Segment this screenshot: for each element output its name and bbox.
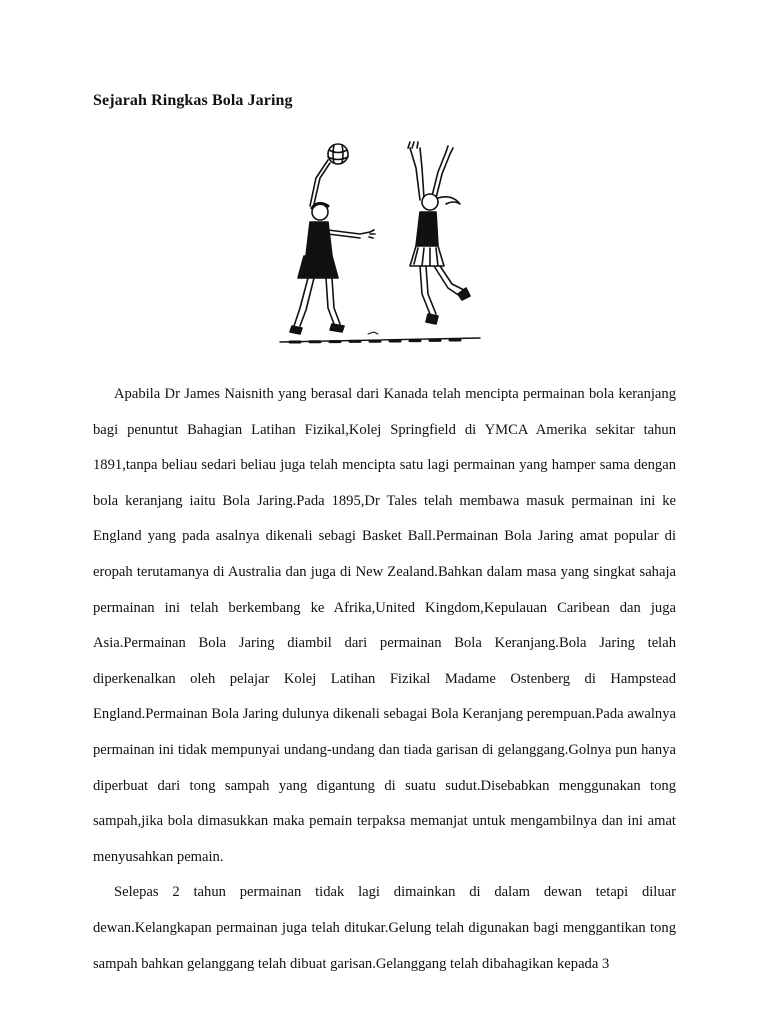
paragraph: Selepas 2 tahun permainan tidak lagi dimainkan di dalam dewan tetapi diluar dewan.Kelangkapan permainan juga telah ditukar.Gelung telah digunakan bagi menggantikan tong sampah bahkan gelanggang telah dibuat garisan.Gelanggang telah dibahagikan kepada 3: [93, 884, 676, 972]
right-player-figure: [408, 142, 470, 324]
netball-players-sketch-icon: [270, 138, 490, 353]
paragraph: Apabila Dr James Naisnith yang berasal dari Kanada telah mencipta permainan bola keranjang bagi penuntut Bahagian Latihan Fizikal,Kolej Springfield di YMCA Amerika sekitar tahun 1891,tanpa beliau sedari beliau juga telah mencipta satu lagi permainan yang hamper sama dengan bola keranjang iaitu Bola Jaring.Pada 1895,Dr Tales telah membawa masuk permainan ini ke England yang pada asalnya dikenali sebagi Basket Ball.Permainan Bola Jaring amat popular di eropah terutamanya di Australia dan juga di New Zealand.Bahkan dalam masa yang singkat sahaja permainan ini telah berkembang ke Afrika,United Kingdom,Kepulauan Caribean dan juga Asia.Permainan Bola Jaring diambil dari permainan Bola Keranjang.Bola Jaring telah diperkenalkan oleh pelajar Kolej Latihan Fizikal Madame Ostenberg di Hampstead England.Permainan Bola Jaring dulunya dikenali sebagai Bola Keranjang perempuan.Pada awalnya permainan ini tidak mempunyai undang-undang dan tiada garisan di gelanggang.Golnya pun hanya diperbuat dari tong sampah yang digantung di suatu sudut.Disebabkan menggunakan tong sampah,jika bola dimasukkan maka pemain terpaksa memanjat untuk mengambilnya dan ini amat menyusahkan pemain.: [93, 386, 676, 865]
court-line: [280, 332, 480, 342]
document-title: Sejarah Ringkas Bola Jaring: [93, 92, 293, 109]
left-player-figure: [290, 160, 375, 334]
netball-icon: [328, 144, 348, 164]
document-body: [93, 377, 676, 982]
